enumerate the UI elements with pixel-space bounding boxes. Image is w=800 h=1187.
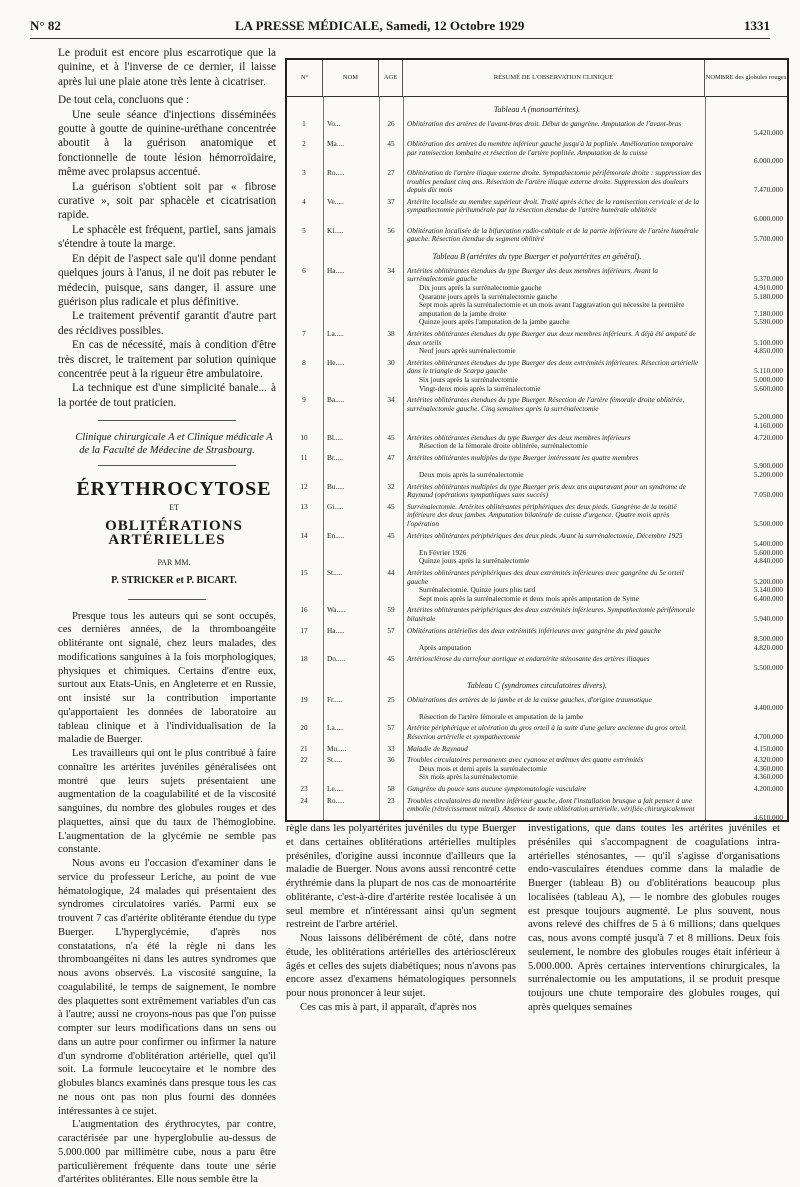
globules-count: 4.720.000	[753, 432, 783, 442]
divider	[128, 599, 206, 600]
header-age: AGE	[379, 60, 403, 96]
row-number: 22	[300, 755, 308, 765]
patient-name: Fr.....	[327, 694, 343, 704]
patient-age: 36	[387, 755, 395, 765]
page-header	[30, 18, 770, 38]
table-header	[287, 60, 787, 97]
observation-text: Artérites oblitérantes périphériques des deux pieds. Avant la surrénalectomie, Décembre 1925	[407, 530, 683, 540]
globules-count: 8.500.000	[753, 634, 783, 644]
patient-age: 45	[387, 501, 395, 511]
row-number: 1	[302, 119, 306, 128]
patient-name: Ha.....	[327, 625, 345, 635]
globules-count: 6.000.000	[753, 213, 783, 223]
observation-text: Quinze jours après l'amputation de la jambe gauche	[419, 317, 570, 327]
authors: P. STRICKER et P. BICART.	[111, 575, 237, 587]
patient-name: Kl.....	[327, 225, 344, 235]
observation-text: Troubles circulatoires du membre inférieur gauche, dont l'installation brusque a fait penser à une embolie (rétrécissement mitral). Absence de toute oblitération artérielle, vérifiée chirurgicalement	[407, 795, 695, 814]
globules-count: 5.420.000	[753, 127, 783, 137]
journal-title: LA PRESSE MÉDICALE, Samedi, 12 Octobre 1929	[235, 18, 525, 33]
section-title: Tableau C (syndromes circulatoires divers).	[467, 680, 607, 690]
observation-text: Oblitérations des artères de la jambe et de la cuisse gauches, d'origine traumatique	[407, 694, 652, 704]
globules-count: 4.910.000	[753, 282, 783, 292]
globules-count: 7.470.000	[753, 185, 783, 195]
section-title: Tableau B (artérites du type Buerger et polyartérites en général).	[432, 251, 642, 261]
observation-text: Artérites oblitérantes étendues du type Buerger aux deux membres inférieurs. A déjà été amputé de deux orteils	[407, 329, 696, 347]
globules-count: 4.360.000	[753, 772, 783, 782]
patient-name: Ba.....	[327, 395, 345, 405]
row-number: 15	[300, 568, 308, 577]
patient-age: 33	[387, 743, 395, 753]
section-title: Tableau A (monoartérites).	[493, 105, 581, 114]
observation-text: Oblitérations artérielles des deux extrémités inférieures avec gangrène du pied gauche	[407, 625, 661, 635]
globules-count: 6.000.000	[753, 156, 783, 166]
paragraph: Les travailleurs qui ont le plus contribué à faire connaître les artérites juvéniles généralisées ont montré que leurs sujets présentaient une augmentation de la coagulabilité et de la viscosité sanguines, du nombre des globules rouges et des plaquettes, ainsi que du taux de l'hémoglobine. L'augmentation de la glycémie ne semble pas constante.	[58, 748, 276, 856]
row-number: 8	[302, 357, 306, 367]
globules-count: 5.600.000	[753, 383, 783, 393]
paragraph: investigations, que dans toutes les artérites juvéniles et préséniles qui s'accompagnent de coagulations intra-artérielles sténosantes, — qu'il s'agisse d'organisations endo-vasculaires étendues comme dans la maladie de Buerger (tableau B) ou d'oblitérations beaucoup plus localisées (tableau A), — le nombre des globules rouges est presque toujours augmenté. Le plus souvent, nous avons relevé des chiffres de 5 à 6 millions; dans quelques cas, nous avons compté jusqu'à 7 et 8 millions. Deux fois seulement, le nombre des globules rouges était inférieur à 5.000.000. Après certaines interventions chirurgicales, la surrénalectomie ou les amputations, il se produit presque toujours une chute temporaire des globules rouges, qui après quelques semaines	[528, 823, 780, 1013]
row-number: 9	[302, 395, 306, 405]
observation-text: Oblitération des artères du membre inférieur gauche jusqu'à la poplitée. Amélioration temporaire par ramisection lombaire et résection de l'artère poplitée. Amputation de la cuisse	[407, 139, 693, 157]
patient-age: 45	[387, 654, 395, 664]
paragraph: Ces cas mis à part, il apparaît, d'après nos	[300, 1001, 477, 1013]
patient-name: Vo...	[327, 119, 341, 128]
row-number: 13	[300, 501, 308, 511]
observation-text: Artérites oblitérantes étendues du type Buerger des deux extrémités inférieures. Résection artérielle dans le triangle de Scarpa gauche	[407, 357, 699, 376]
patient-name: Do.....	[327, 654, 346, 664]
row-number: 6	[302, 265, 306, 275]
globules-count: 5.400.000	[753, 539, 783, 549]
observation-text: Quinze jours après la surrénalectomie	[419, 556, 530, 566]
globules-count: 5.500.000	[753, 518, 783, 528]
observation-text: Deux mois et demi après la surrénalectomie	[419, 763, 548, 773]
observation-text: Dix jours après la surrénalectomie gauche	[419, 282, 542, 292]
globules-count: 4.700.000	[753, 731, 783, 741]
patient-age: 57	[387, 625, 395, 635]
paragraph: De tout cela, concluons que :	[58, 94, 190, 107]
paragraph: Le produit est encore plus escarrotique que la quinine, et à l'inverse de ce dernier, il laisse après lui une plaie atone très lente à cicatriser.	[58, 47, 276, 88]
paragraph: Nous laissons délibérément de côté, dans notre étude, les oblitérations artérielles des artérioscléreux âgés et celles des sujets diabétiques; nous n'avons pas encore assez d'examens hématologiques personnels pour nous prononcer à leur sujet.	[286, 933, 516, 999]
patient-age: 45	[387, 139, 395, 149]
row-number: 21	[300, 743, 308, 753]
globules-count: 4.200.000	[753, 784, 783, 793]
paragraph: En dépit de l'aspect sale qu'il donne pendant quelques jours à l'anus, il ne doit pas rebuter le médecin, puisque, sans danger, il assure une guérison plus radicale et plus définitive.	[58, 252, 276, 308]
patient-name: Mu.....	[327, 743, 347, 753]
patient-age: 57	[387, 723, 395, 733]
row-number: 10	[300, 432, 308, 442]
paragraph: La guérison s'obtient soit par « fibrose curative », soit par sphacèle et cicatrisation rapide.	[58, 180, 276, 222]
paragraph: Le traitement préventif garantit d'autre part des récidives possibles.	[58, 310, 276, 337]
observation-text: Artérite périphérique et ulcération du gros orteil à la suite d'une gelure ancienne du gros orteil. Résection artérielle et sympathectomie	[407, 723, 688, 741]
row-number: 3	[302, 168, 306, 177]
row-number: 11	[300, 452, 308, 462]
patient-age: 26	[387, 119, 395, 128]
globules-count: 5.370.000	[753, 274, 783, 284]
observation-text: Après amputation	[419, 642, 472, 652]
globules-count: 4.840.000	[753, 556, 783, 566]
observation-text: Oblitération localisée de la bifurcation radio-cubitale et de la partie inférieure de l'artère humérale gauche. Résection étendue du segment oblitéré	[407, 225, 699, 244]
globules-count: 4.320.000	[753, 755, 783, 765]
globules-count: 6.400.000	[753, 593, 783, 603]
patient-name: Ro.....	[327, 168, 345, 177]
observation-text: Six jours après la surrénalectomie	[419, 374, 518, 384]
observation-text: En Février 1926	[419, 547, 467, 557]
globules-count: 5.200.000	[753, 469, 783, 479]
patient-name: Ro.....	[327, 795, 345, 805]
patient-age: 34	[387, 395, 395, 405]
patient-name: Bl.....	[327, 432, 344, 442]
globules-count: 5.000.000	[753, 374, 783, 384]
patient-age: 58	[387, 784, 395, 793]
observation-text: Sept mois après la surrénalectomie et un mois avant l'aggravation qui nécessite la première amputation de la jambe droite	[419, 300, 685, 318]
globules-count: 4.360.000	[753, 763, 783, 773]
row-number: 12	[300, 481, 308, 491]
patient-age: 34	[387, 265, 395, 275]
globules-count: 5.500.000	[753, 662, 783, 672]
article-title: ÉRYTHROCYTOSE	[76, 478, 272, 501]
row-number: 16	[300, 605, 308, 615]
header-resume: RÉSUMÉ DE L'OBSERVATION CLINIQUE	[403, 60, 705, 96]
article-conjunction: ET	[169, 502, 179, 512]
globules-count: 4.820.000	[753, 642, 783, 652]
patient-age: 23	[387, 795, 395, 805]
observation-text: Artérites oblitérantes étendues du type Buerger. Résection de l'artère fémorale droite oblitérée, surrénalectomie gauche. Cinq semaines après la surrénalectomie	[407, 395, 685, 413]
right-column	[528, 822, 780, 1015]
row-number: 23	[300, 784, 308, 793]
globules-count: 5.100.000	[753, 337, 783, 347]
header-rule	[30, 38, 770, 39]
row-number: 4	[302, 196, 306, 206]
header-n: N°	[287, 60, 323, 96]
globules-count: 5.940.000	[753, 613, 783, 623]
globules-count: 4.610.000	[753, 812, 783, 822]
patient-name: En.....	[327, 530, 345, 540]
observation-text: Artérites oblitérantes périphériques des deux extrémités inférieures avec gangrène du 5e orteil gauche	[407, 568, 684, 586]
patient-name: St.....	[327, 568, 343, 577]
observation-text: Gangrène du pouce sans aucune symptomatologie vasculaire	[407, 784, 586, 793]
middle-column	[286, 822, 516, 1015]
row-number: 2	[302, 139, 306, 149]
observation-text: Maladie de Raynaud	[407, 743, 468, 753]
globules-count: 5.200.000	[753, 412, 783, 422]
divider	[98, 465, 236, 466]
row-number: 24	[300, 795, 308, 805]
patient-name: St.....	[327, 755, 343, 765]
observation-text: Oblitération de l'artère iliaque externe droite. Sympathectomie périfémorale droite : suppression des troubles pendant cinq ans. Résection de l'artère iliaque externe droite. Suppression des douleurs depuis dix mois	[407, 168, 702, 195]
patient-name: Br.....	[327, 452, 344, 462]
observation-text: Artérites oblitérantes multiples du type Buerger pris deux ans auparavant pour un syndrome de Raynaud (opérations sympathiques sans succès)	[407, 481, 686, 500]
globules-count: 7.180.000	[753, 308, 783, 318]
globules-count: 4.150.000	[753, 743, 783, 753]
observation-text: Sept mois après la surrénalectomie et deux mois après amputation de Syme	[419, 593, 639, 603]
globules-count: 5.200.000	[753, 576, 783, 586]
article-title: OBLITÉRATIONS ARTÉRIELLES	[105, 517, 243, 549]
header-nom: NOM	[323, 60, 379, 96]
paragraph: L'augmentation des érythrocytes, par contre, caractérisée par une hyperglobulie au-dessus de 5.000.000 par millimètre cube, nous a paru être particulièrement fréquente dans toute une série d'artérites oblitérantes. Elle nous semble être la	[58, 1119, 276, 1186]
patient-name: La.....	[327, 723, 344, 733]
observation-text: Six mois après la surrénalectomie	[419, 772, 518, 782]
patient-age: 44	[387, 568, 395, 577]
patient-age: 30	[387, 357, 395, 367]
patient-name: Bu.....	[327, 481, 345, 491]
patient-age: 27	[387, 168, 395, 177]
paragraph: règle dans les polyartérites juvéniles du type Buerger et dans certaines oblitérations artérielles multiples préséniles, d'origine aussi inconnue d'ailleurs que la maladie de Buerger. Nous avons aussi rencontré cette érythrémie dans la plupart de nos cas de monoartérite oblitérante, c'est-à-dire d'artérite restée localisée à un seul membre et n'intéressant ainsi qu'un segment restreint de l'arbre artériel.	[286, 823, 516, 931]
patient-age: 38	[387, 329, 395, 338]
divider	[98, 420, 236, 421]
patient-name: Gi.....	[327, 501, 344, 511]
row-number: 5	[302, 225, 306, 235]
globules-count: 4.400.000	[753, 703, 783, 713]
observation-text: Artérites oblitérantes périphériques des deux extrémités inférieures. Sympathectomie périfémorale bilatérale	[407, 605, 695, 623]
col-line	[403, 96, 404, 820]
observation-text: Quarante jours après la surrénalectomie gauche	[419, 291, 558, 301]
row-number: 7	[302, 329, 306, 338]
header-globules: NOMBRE des globules rouges	[705, 73, 787, 81]
row-number: 19	[300, 694, 308, 704]
observation-text: Artérite localisée au membre supérieur droit. Traité après échec de la ramisection cervicale et de la sympathectomie périhumérale par la résection étendue de l'artère humérale oblitérée	[407, 196, 700, 215]
patient-age: 59	[387, 605, 395, 615]
paragraph: En cas de nécessité, mais à condition d'être très discret, le traitement par solution quinique concentrée peut à la rigueur être ambulatoire.	[58, 339, 276, 380]
globules-count: 5.110.000	[754, 366, 783, 376]
observation-text: Résection de l'artère fémorale et amputation de la jambe	[419, 711, 584, 721]
clinical-table	[285, 58, 789, 822]
patient-name: Le.....	[327, 784, 344, 793]
globules-count: 5.180.000	[753, 291, 783, 301]
paragraph: Nous avons eu l'occasion d'examiner dans le service du professeur Leriche, au point de vue hématologique, 24 malades qui présentaient des syndromes circulatoires variés. Parmi eux se trouvent 7 cas d'artérite oblitérante étendue du type Buerger. L'hyperglycémie, d'après nos constatations, n'a été la règle ni dans les thromboangéites ni dans les autres syndromes que nous avons observés. La viscosité sanguine, la coagulabilité, le temps de saignement, le nombre des plaquettes sont extrêmement variables d'un cas à l'autre; aussi ne croyons-nous pas que l'on puisse compter sur leurs modifications dans un sens ou dans un autre pour confirmer ou infirmer la nature d'un syndrome d'oblitération artérielle, quel qu'il soit. La formule leucocytaire et le nombre des globules blancs examinés dans presque tous les cas ne nous ont pas non plus fourni des données intéressantes à ce sujet.	[58, 858, 276, 1117]
issue-number: N° 82	[30, 18, 61, 33]
observation-text: Artérites oblitérantes multiples du type Buerger intéressant les quatre membres	[407, 452, 639, 462]
observation-text: Deux mois après la surrénalectomie	[419, 469, 524, 479]
col-line	[705, 96, 706, 820]
observation-text: Artérites oblitérantes étendues du type Buerger des deux membres inférieurs	[407, 432, 631, 442]
patient-age: 56	[387, 225, 395, 235]
patient-age: 32	[387, 481, 395, 491]
globules-count: 5.600.000	[753, 547, 783, 557]
observation-text: Troubles circulatoires permanents avec cyanose et œdèmes des quatre extrémités	[407, 755, 644, 765]
patient-name: Wa.....	[327, 605, 346, 615]
patient-name: La.....	[327, 329, 344, 338]
observation-text: Surrénalectomie. Quinze jours plus tard	[419, 585, 536, 595]
patient-name: Ha.....	[327, 265, 345, 275]
paragraph: Le sphacèle est fréquent, partiel, sans jamais s'étendre à toute la marge.	[58, 223, 276, 251]
patient-name: Ma....	[327, 139, 345, 149]
globules-count: 7.050.000	[753, 490, 783, 500]
observation-text: Résection de la fémorale droite oblitérée, surrénalectomie	[419, 441, 588, 451]
patient-age: 25	[387, 694, 395, 704]
row-number: 17	[300, 625, 308, 635]
patient-age: 37	[387, 196, 395, 206]
paragraph: Presque tous les auteurs qui se sont occupés, ces dernières années, de la thromboangéite oblitérante ont signalé, chez leurs malades, des modifications sanguines à la fois morphologiques, physiques et chimiques. Certains d'entre eux, surtout aux Etats-Unis, en Angleterre et en Russie, ont insisté sur la contribution importante qu'apportaient les données de laboratoire au tableau clinique et à l'individualisation de la maladie de Buerger.	[58, 610, 276, 746]
patient-name: Ve.....	[327, 196, 344, 206]
globules-count: 4.850.000	[753, 346, 783, 356]
observation-text: Artériosclérose du carrefour aortique et endartérite sténosante des artères iliaques	[407, 654, 650, 664]
globules-count: 5.590.000	[753, 317, 783, 327]
patient-age: 47	[387, 452, 395, 462]
page-number: 1331	[744, 18, 770, 33]
observation-text: Oblitération des artères de l'avant-bras droit. Début de gangrène. Amputation de l'avant-bras	[407, 119, 682, 128]
observation-text: Artérites oblitérantes étendues du type Buerger des deux membres inférieurs. Avant la surrénalectomie gauche	[407, 265, 659, 284]
globules-count: 5.700.000	[753, 234, 783, 244]
observation-text: Surrénalectomie. Artérites oblitérantes périphériques des deux pieds. Gangrène de la moitié inférieure des deux jambes. Amputation bilatérale de cuisse d'urgence. Quatre mois après l'opération	[407, 501, 677, 528]
row-number: 14	[300, 530, 308, 540]
clinic-line: Clinique chirurgicale A et Clinique médicale A de la Faculté de Médecine de Strasbourg.	[75, 432, 273, 457]
observation-text: Vingt-deux mois après la surrénalectomie	[419, 383, 541, 393]
paragraph: La technique est d'une simplicité banale... à la portée de tout praticien.	[58, 382, 276, 409]
row-number: 18	[300, 654, 308, 664]
paragraph: Une seule séance d'injections disséminées goutte à goutte de quinine-uréthane concentrée aboutit à la guérison anatomique et fonctionnelle de toute lésion hémorroïdaire, même avec prolapsus accentué.	[58, 108, 276, 179]
patient-age: 45	[387, 432, 395, 442]
col-line	[323, 96, 324, 820]
globules-count: 5.900.000	[753, 461, 783, 471]
par-mm: PAR MM.	[157, 557, 191, 567]
globules-count: 4.160.000	[753, 420, 783, 430]
patient-name: He.....	[327, 357, 345, 367]
globules-count: 5.140.000	[753, 585, 783, 595]
patient-age: 45	[387, 530, 395, 540]
row-number: 20	[300, 723, 308, 733]
observation-text: Neuf jours après surrénalectomie	[419, 346, 516, 356]
left-column	[58, 46, 276, 1187]
